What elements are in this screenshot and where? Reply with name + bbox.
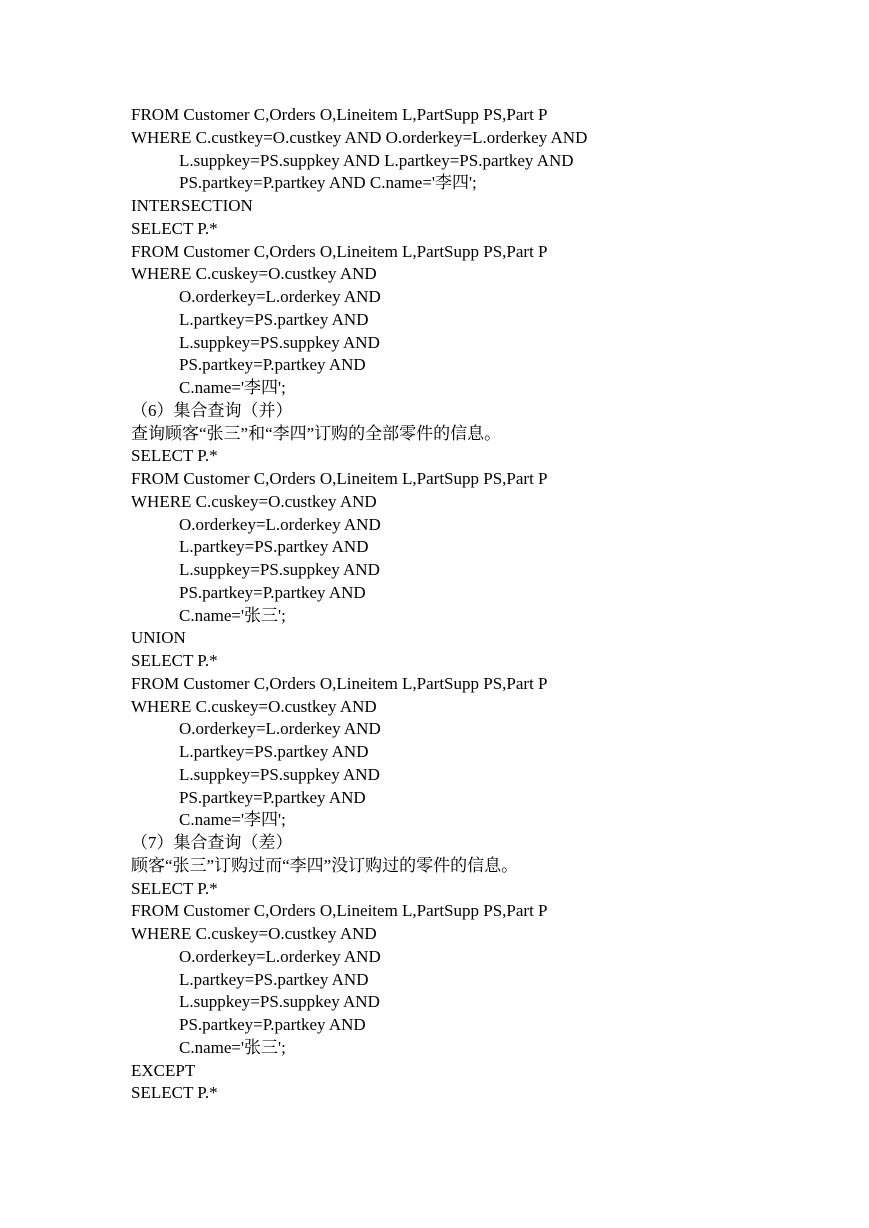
text-line: FROM Customer C,Orders O,Lineitem L,PartSupp PS,Part P xyxy=(131,673,548,693)
code-line-indented: L.partkey=PS.partkey AND xyxy=(179,742,369,761)
text-line: SELECT P.* xyxy=(131,1083,218,1103)
code-line-indented: PS.partkey=P.partkey AND xyxy=(179,1015,366,1034)
text-line: SELECT P.* xyxy=(131,446,218,466)
document-body xyxy=(131,104,811,1105)
text-line: WHERE C.custkey=O.custkey AND O.orderkey=L.orderkey AND xyxy=(131,127,588,147)
text-line: 查询顾客“张三”和“李四”订购的全部零件的信息。 xyxy=(131,423,502,443)
text-line: FROM Customer C,Orders O,Lineitem L,PartSupp PS,Part P xyxy=(131,901,548,921)
code-line-indented: L.suppkey=PS.suppkey AND xyxy=(179,560,380,579)
code-line-indented: C.name='李四'; xyxy=(179,810,286,830)
code-line-indented: L.partkey=PS.partkey AND xyxy=(179,309,369,329)
code-line-indented: PS.partkey=P.partkey AND xyxy=(179,355,366,375)
text-line: （7）集合查询（差） xyxy=(131,833,293,852)
code-line-indented: L.partkey=PS.partkey AND xyxy=(179,969,369,989)
text-line: UNION xyxy=(131,628,186,648)
code-line-indented: O.orderkey=L.orderkey AND xyxy=(179,287,381,306)
code-line-indented: L.suppkey=PS.suppkey AND xyxy=(179,764,380,784)
code-line-indented: PS.partkey=P.partkey AND xyxy=(179,787,366,807)
text-line: WHERE C.cuskey=O.custkey AND xyxy=(131,924,377,943)
code-line-indented: O.orderkey=L.orderkey AND xyxy=(179,946,381,966)
code-line-indented: O.orderkey=L.orderkey AND xyxy=(179,514,381,534)
text-line: WHERE C.cuskey=O.custkey AND xyxy=(131,491,377,511)
code-line-indented: O.orderkey=L.orderkey AND xyxy=(179,719,381,739)
text-line: 顾客“张三”订购过而“李四”没订购过的零件的信息。 xyxy=(131,855,519,875)
text-line: FROM Customer C,Orders O,Lineitem L,PartSupp PS,Part P xyxy=(131,105,548,124)
code-line-indented: L.suppkey=PS.suppkey AND xyxy=(179,332,380,352)
text-line: INTERSECTION xyxy=(131,196,253,215)
text-line: SELECT P.* xyxy=(131,218,218,238)
code-line-indented: C.name='张三'; xyxy=(179,1037,286,1057)
code-line-indented: PS.partkey=P.partkey AND C.name='李四'; xyxy=(179,173,477,193)
text-line: WHERE C.cuskey=O.custkey AND xyxy=(131,696,377,716)
code-line-indented: PS.partkey=P.partkey AND xyxy=(179,582,366,602)
code-line-indented: L.partkey=PS.partkey AND xyxy=(179,537,369,557)
code-line-indented: L.suppkey=PS.suppkey AND L.partkey=PS.partkey AND xyxy=(179,150,574,170)
text-line: SELECT P.* xyxy=(131,878,218,898)
text-line: EXCEPT xyxy=(131,1060,196,1080)
text-line: FROM Customer C,Orders O,Lineitem L,PartSupp PS,Part P xyxy=(131,469,548,488)
code-line-indented: L.suppkey=PS.suppkey AND xyxy=(179,992,380,1012)
text-line: WHERE C.cuskey=O.custkey AND xyxy=(131,264,377,284)
code-line-indented: C.name='李四'; xyxy=(179,378,286,397)
text-line: （6）集合查询（并） xyxy=(131,400,293,420)
text-line: SELECT P.* xyxy=(131,651,218,670)
text-line: FROM Customer C,Orders O,Lineitem L,PartSupp PS,Part P xyxy=(131,241,548,261)
code-line-indented: C.name='张三'; xyxy=(179,605,286,625)
